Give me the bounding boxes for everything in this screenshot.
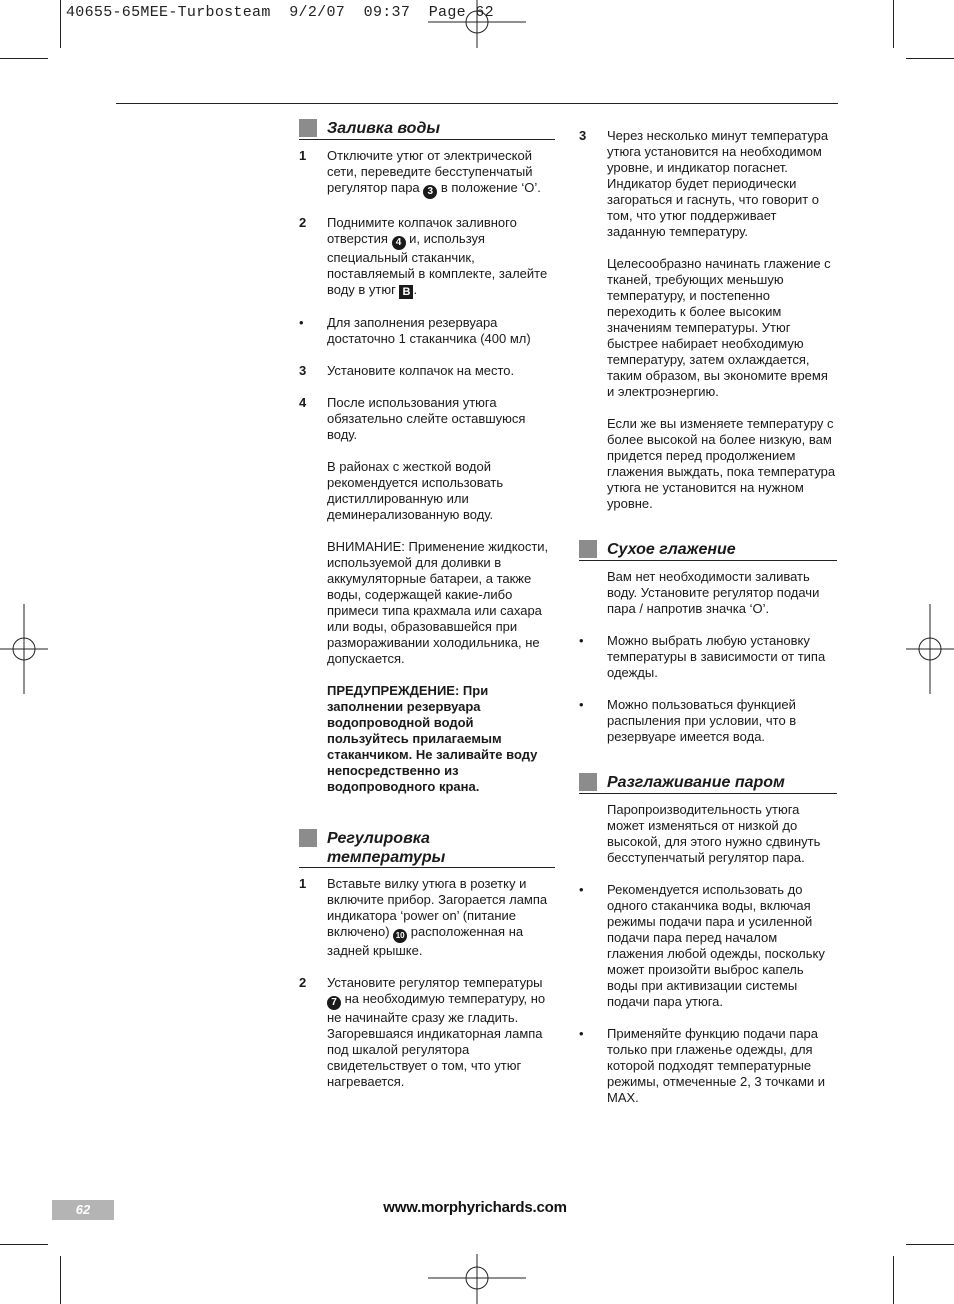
section-heading-temperature xyxy=(299,827,555,868)
step-number: 3 xyxy=(299,363,307,378)
warning-paragraph: ПРЕДУПРЕЖДЕНИЕ: При заполнении резервуара водопроводной водой пользуйтесь прилагаемым стаканчиком. Не заливайте воду непосредственно из водопроводного крана. xyxy=(327,683,538,794)
section-heading-steam-ironing xyxy=(579,771,837,794)
step-number: 2 xyxy=(299,975,307,990)
section-marker xyxy=(299,119,317,137)
note-paragraph: Целесообразно начинать глажение с тканей, требующих меньшую температуру, и постепенно переходить к более высоким значениям температуры. Утюг быстрее набирает необходимую температуру, затем охлаждается, таким образом, вы экономите время и электроэнергию. xyxy=(607,256,831,399)
step-number: 2 xyxy=(299,215,307,230)
registration-mark-left xyxy=(0,604,48,694)
bullet-icon: • xyxy=(579,1026,584,1041)
website-url[interactable]: www.morphyrichards.com xyxy=(383,1199,567,1216)
step-text: на необходимую температуру, но не начинайте сразу же гладить. Загоревшаяся индикаторная лампа под шкалой регулятора свидетельствует о том, что утюг нагревается. xyxy=(327,991,546,1089)
step-number: 1 xyxy=(299,148,307,163)
page-number: 62 xyxy=(52,1200,114,1220)
registration-mark-top xyxy=(428,0,526,50)
bullet-item xyxy=(299,315,555,347)
bullet-icon: • xyxy=(299,315,304,330)
section-title: Разглаживание паром xyxy=(607,774,785,791)
callout-number-icon: 7 xyxy=(327,996,341,1010)
bullet-icon: • xyxy=(579,882,584,897)
section-title: Заливка воды xyxy=(327,120,441,137)
bullet-text: Можно пользоваться функцией распыления при условии, что в резервуаре имеется вода. xyxy=(607,697,797,744)
note-paragraph: Вам нет необходимости заливать воду. Установите регулятор подачи пара / напротив значка ‘O’. xyxy=(607,569,820,616)
bullet-item xyxy=(579,633,837,681)
step-text: в положение ‘O’. xyxy=(437,180,541,195)
bullet-icon: • xyxy=(579,697,584,712)
bullet-text: Можно выбрать любую установку температуры в зависимости от типа одежды. xyxy=(607,633,826,680)
step-text: Установите регулятор температуры xyxy=(327,975,543,990)
callout-number-icon: 10 xyxy=(393,929,407,943)
section-marker xyxy=(579,540,597,558)
section-title xyxy=(327,829,445,867)
bullet-text: Для заполнения резервуара достаточно 1 стаканчика (400 мл) xyxy=(327,315,531,346)
step-text: После использования утюга обязательно слейте оставшуюся воду. xyxy=(327,395,526,442)
step-text: Установите колпачок на место. xyxy=(327,363,515,378)
bullet-item xyxy=(579,1026,837,1106)
callout-number-icon: 4 xyxy=(392,236,406,250)
section-title-line: температуры xyxy=(327,849,446,866)
registration-mark-bottom xyxy=(428,1254,526,1304)
step-text: Поднимите колпачок заливного отверстия xyxy=(327,215,517,246)
section-title: Сухое глажение xyxy=(607,541,736,558)
section-heading-dry-ironing xyxy=(579,538,837,561)
step-item xyxy=(299,363,555,379)
note-paragraph: В районах с жесткой водой рекомендуется использовать дистиллированную или деминерализованную воду. xyxy=(327,459,504,522)
print-header: 40655-65MEE-Turbosteam 9/2/07 09:37 Page 62 xyxy=(66,4,494,21)
step-text: и, используя специальный стаканчик, поставляемый в комплекте, залейте воду в утюг xyxy=(327,231,548,297)
step-item xyxy=(299,876,555,959)
attention-paragraph: ВНИМАНИЕ: Применение жидкости, используемой для доливки в аккумуляторные батареи, а также воды, содержащей какие-либо примеси типа крахмала или сахара или воды, образовавшейся при размораживании холодильника, не допускается. xyxy=(327,539,549,666)
section-heading-water-filling xyxy=(299,117,555,140)
step-item xyxy=(299,148,555,199)
step-item xyxy=(299,395,555,443)
step-item xyxy=(299,975,555,1090)
callout-letter-icon: B xyxy=(399,285,413,299)
right-column xyxy=(579,128,837,1122)
step-number: 3 xyxy=(579,128,587,143)
section-title-line: Регулировка xyxy=(327,830,430,847)
step-text: Через несколько минут температура утюга установится на необходимом уровне, и индикатор погаснет. Индикатор будет периодически загораться и гаснуть, что говорит о том, что утюг поддерживает заданную температуру. xyxy=(607,128,829,239)
registration-mark-right xyxy=(906,604,954,694)
bullet-item xyxy=(579,882,837,1010)
top-rule xyxy=(116,103,838,104)
bullet-item xyxy=(579,697,837,745)
step-text: Отключите утюг от электрической сети, переведите бесступенчатый регулятор пара xyxy=(327,148,533,195)
step-number: 4 xyxy=(299,395,307,410)
step-text: Вставьте вилку утюга в розетку и включите прибор. Загорается лампа индикатора ‘power on’ (питание включено) xyxy=(327,876,548,939)
bullet-text: Рекомендуется использовать до одного стаканчика воды, включая режимы подачи пара и усиленной подачи пара перед началом глажения любой одежды, поскольку может произойти выброс капель воды при активизации системы подачи пара утюга. xyxy=(607,882,825,1009)
note-paragraph: Паропроизводительность утюга может изменяться от низкой до высокой, для этого нужно сдвинуть бесступенчатый регулятор пара. xyxy=(607,802,821,865)
callout-number-icon: 3 xyxy=(423,185,437,199)
step-text: расположенная на задней крышке. xyxy=(327,924,524,958)
step-text: . xyxy=(413,282,418,297)
bullet-text: Применяйте функцию подачи пара только при глаженье одежды, для которой подходят температурные режимы, отмеченные 2, 3 точками и MAX. xyxy=(607,1026,826,1105)
bullet-icon: • xyxy=(579,633,584,648)
left-column xyxy=(299,117,555,1106)
section-marker xyxy=(299,829,317,847)
step-item xyxy=(579,128,837,240)
step-number: 1 xyxy=(299,876,307,891)
step-item xyxy=(299,215,555,299)
note-paragraph: Если же вы изменяете температуру с более высокой на более низкую, вам придется перед продолжением глажения выждать, пока температура утюга не установится на нужном уровне. xyxy=(607,416,836,511)
section-marker xyxy=(579,773,597,791)
